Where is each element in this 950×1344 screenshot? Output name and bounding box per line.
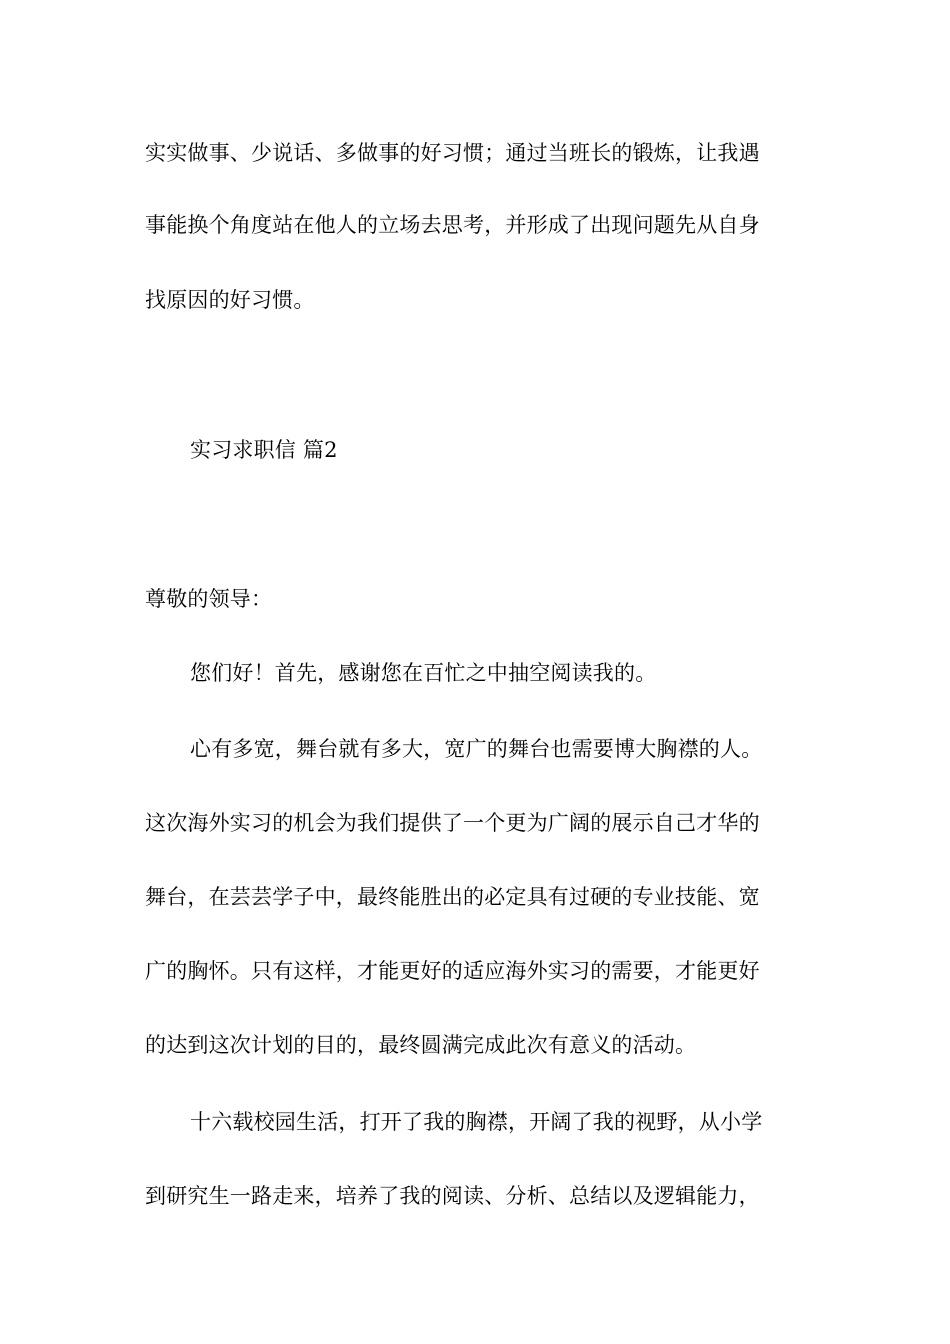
paragraph-line: 广的胸怀。只有这样，才能更好的适应海外实习的需要，才能更好: [145, 959, 760, 983]
paragraph-line: 到研究生一路走来，培养了我的阅读、分析、总结以及逻辑能力，: [145, 1184, 760, 1208]
paragraph-line: 事能换个角度站在他人的立场去思考，并形成了出现问题先从自身: [145, 213, 760, 237]
greeting-line: 您们好！首先，感谢您在百忙之中抽空阅读我的。: [190, 661, 657, 685]
paragraph-line: 的达到这次计划的目的，最终圆满完成此次有意义的活动。: [145, 1033, 697, 1057]
section-heading: 实习求职信 篇2: [190, 438, 338, 462]
paragraph-line: 心有多宽，舞台就有多大，宽广的舞台也需要博大胸襟的人。: [190, 737, 763, 761]
paragraph-line: 舞台，在芸芸学子中，最终能胜出的必定具有过硬的专业技能、宽: [145, 885, 760, 909]
paragraph-line: 这次海外实习的机会为我们提供了一个更为广阔的展示自己才华的: [145, 811, 760, 835]
salutation: 尊敬的领导：: [145, 587, 273, 611]
paragraph-line: 实实做事、少说话、多做事的好习惯；通过当班长的锻炼，让我遇: [145, 141, 760, 165]
paragraph-line: 十六载校园生活，打开了我的胸襟，开阔了我的视野，从小学: [190, 1110, 763, 1134]
paragraph-line: 找原因的好习惯。: [145, 288, 315, 312]
